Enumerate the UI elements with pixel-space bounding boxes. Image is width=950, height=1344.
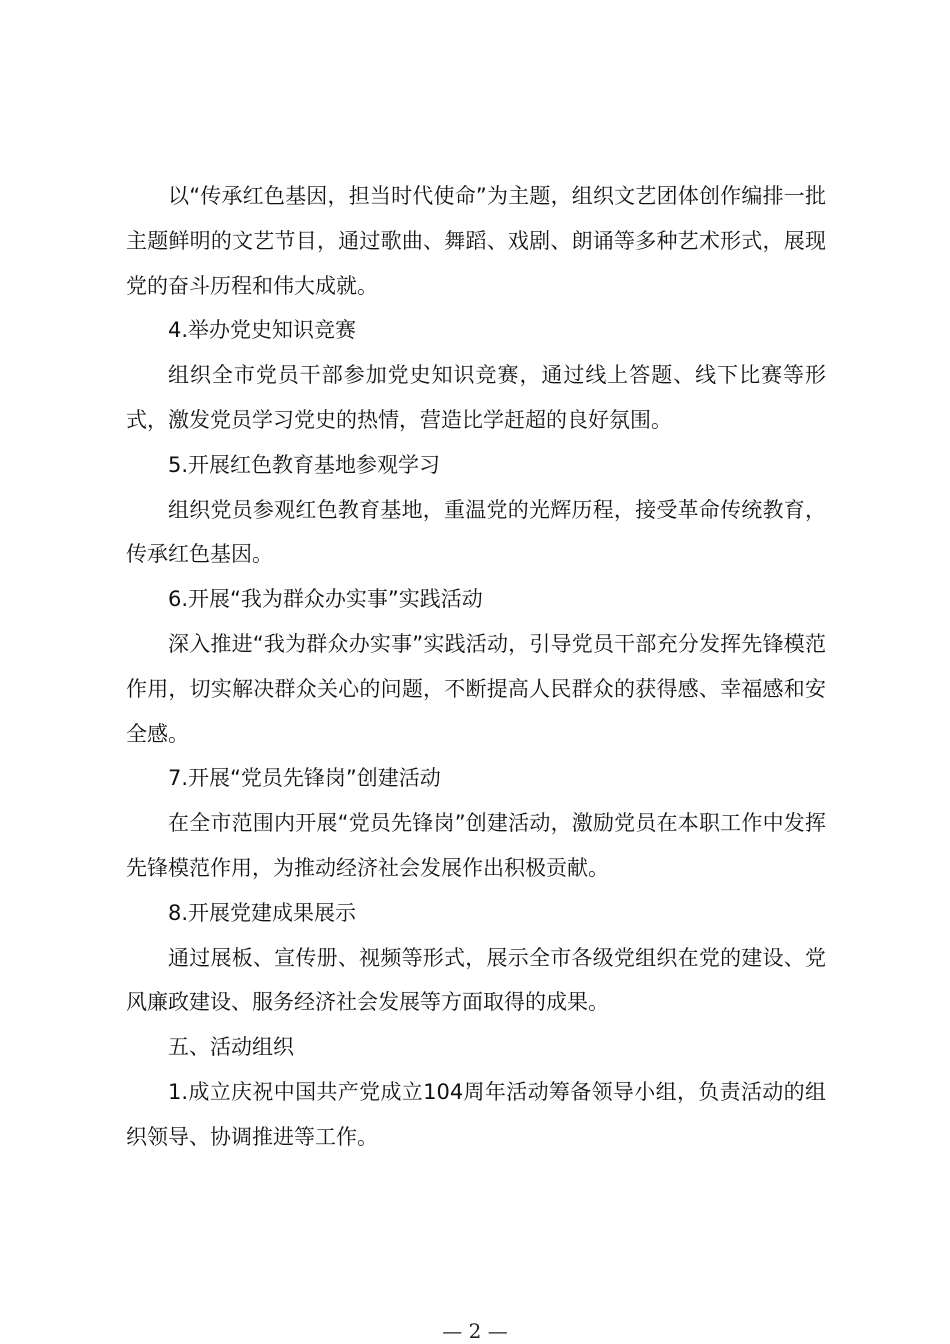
paragraph-red-education-visit: 组织党员参观红色教育基地，重温党的光辉历程，接受革命传统教育，传承红色基因。: [126, 497, 826, 567]
paragraph-serve-the-people: 深入推进“我为群众办实事”实践活动，引导党员干部充分发挥先锋模范作用，切实解决群众关心的问题，不断提高人民群众的获得感、幸福感和安全感。: [126, 631, 826, 746]
heading-vanguard-post: 7.开展“党员先锋岗”创建活动: [168, 766, 441, 791]
paragraph-vanguard-post: 在全市范围内开展“党员先锋岗”创建活动，激励党员在本职工作中发挥先锋模范作用，为推动经济社会发展作出积极贡献。: [126, 811, 826, 880]
paragraph-leading-group: 1.成立庆祝中国共产党成立104周年活动筹备领导小组，负责活动的组织领导、协调推进等工作。: [126, 1079, 826, 1149]
heading-red-education-visit: 5.开展红色教育基地参观学习: [168, 452, 441, 477]
page-number: — 2 —: [442, 1319, 508, 1343]
document-body: [126, 174, 826, 1160]
heading-party-history-quiz: 4.举办党史知识竞赛: [168, 318, 357, 343]
paragraph-art-performance: 以“传承红色基因，担当时代使命”为主题，组织文艺团体创作编排一批主题鲜明的文艺节目，通过歌曲、舞蹈、戏剧、朗诵等多种艺术形式，展现党的奋斗历程和伟大成就。: [126, 184, 826, 298]
section-heading-activity-organization: 五、活动组织: [168, 1035, 294, 1060]
paragraph-party-history-quiz: 组织全市党员干部参加党史知识竞赛，通过线上答题、线下比赛等形式，激发党员学习党史的热情，营造比学赶超的良好氛围。: [126, 363, 826, 432]
paragraph-achievement-exhibition: 通过展板、宣传册、视频等形式，展示全市各级党组织在党的建设、党风廉政建设、服务经济社会发展等方面取得的成果。: [126, 945, 826, 1015]
heading-achievement-exhibition: 8.开展党建成果展示: [168, 900, 357, 925]
heading-serve-the-people: 6.开展“我为群众办实事”实践活动: [168, 587, 483, 612]
